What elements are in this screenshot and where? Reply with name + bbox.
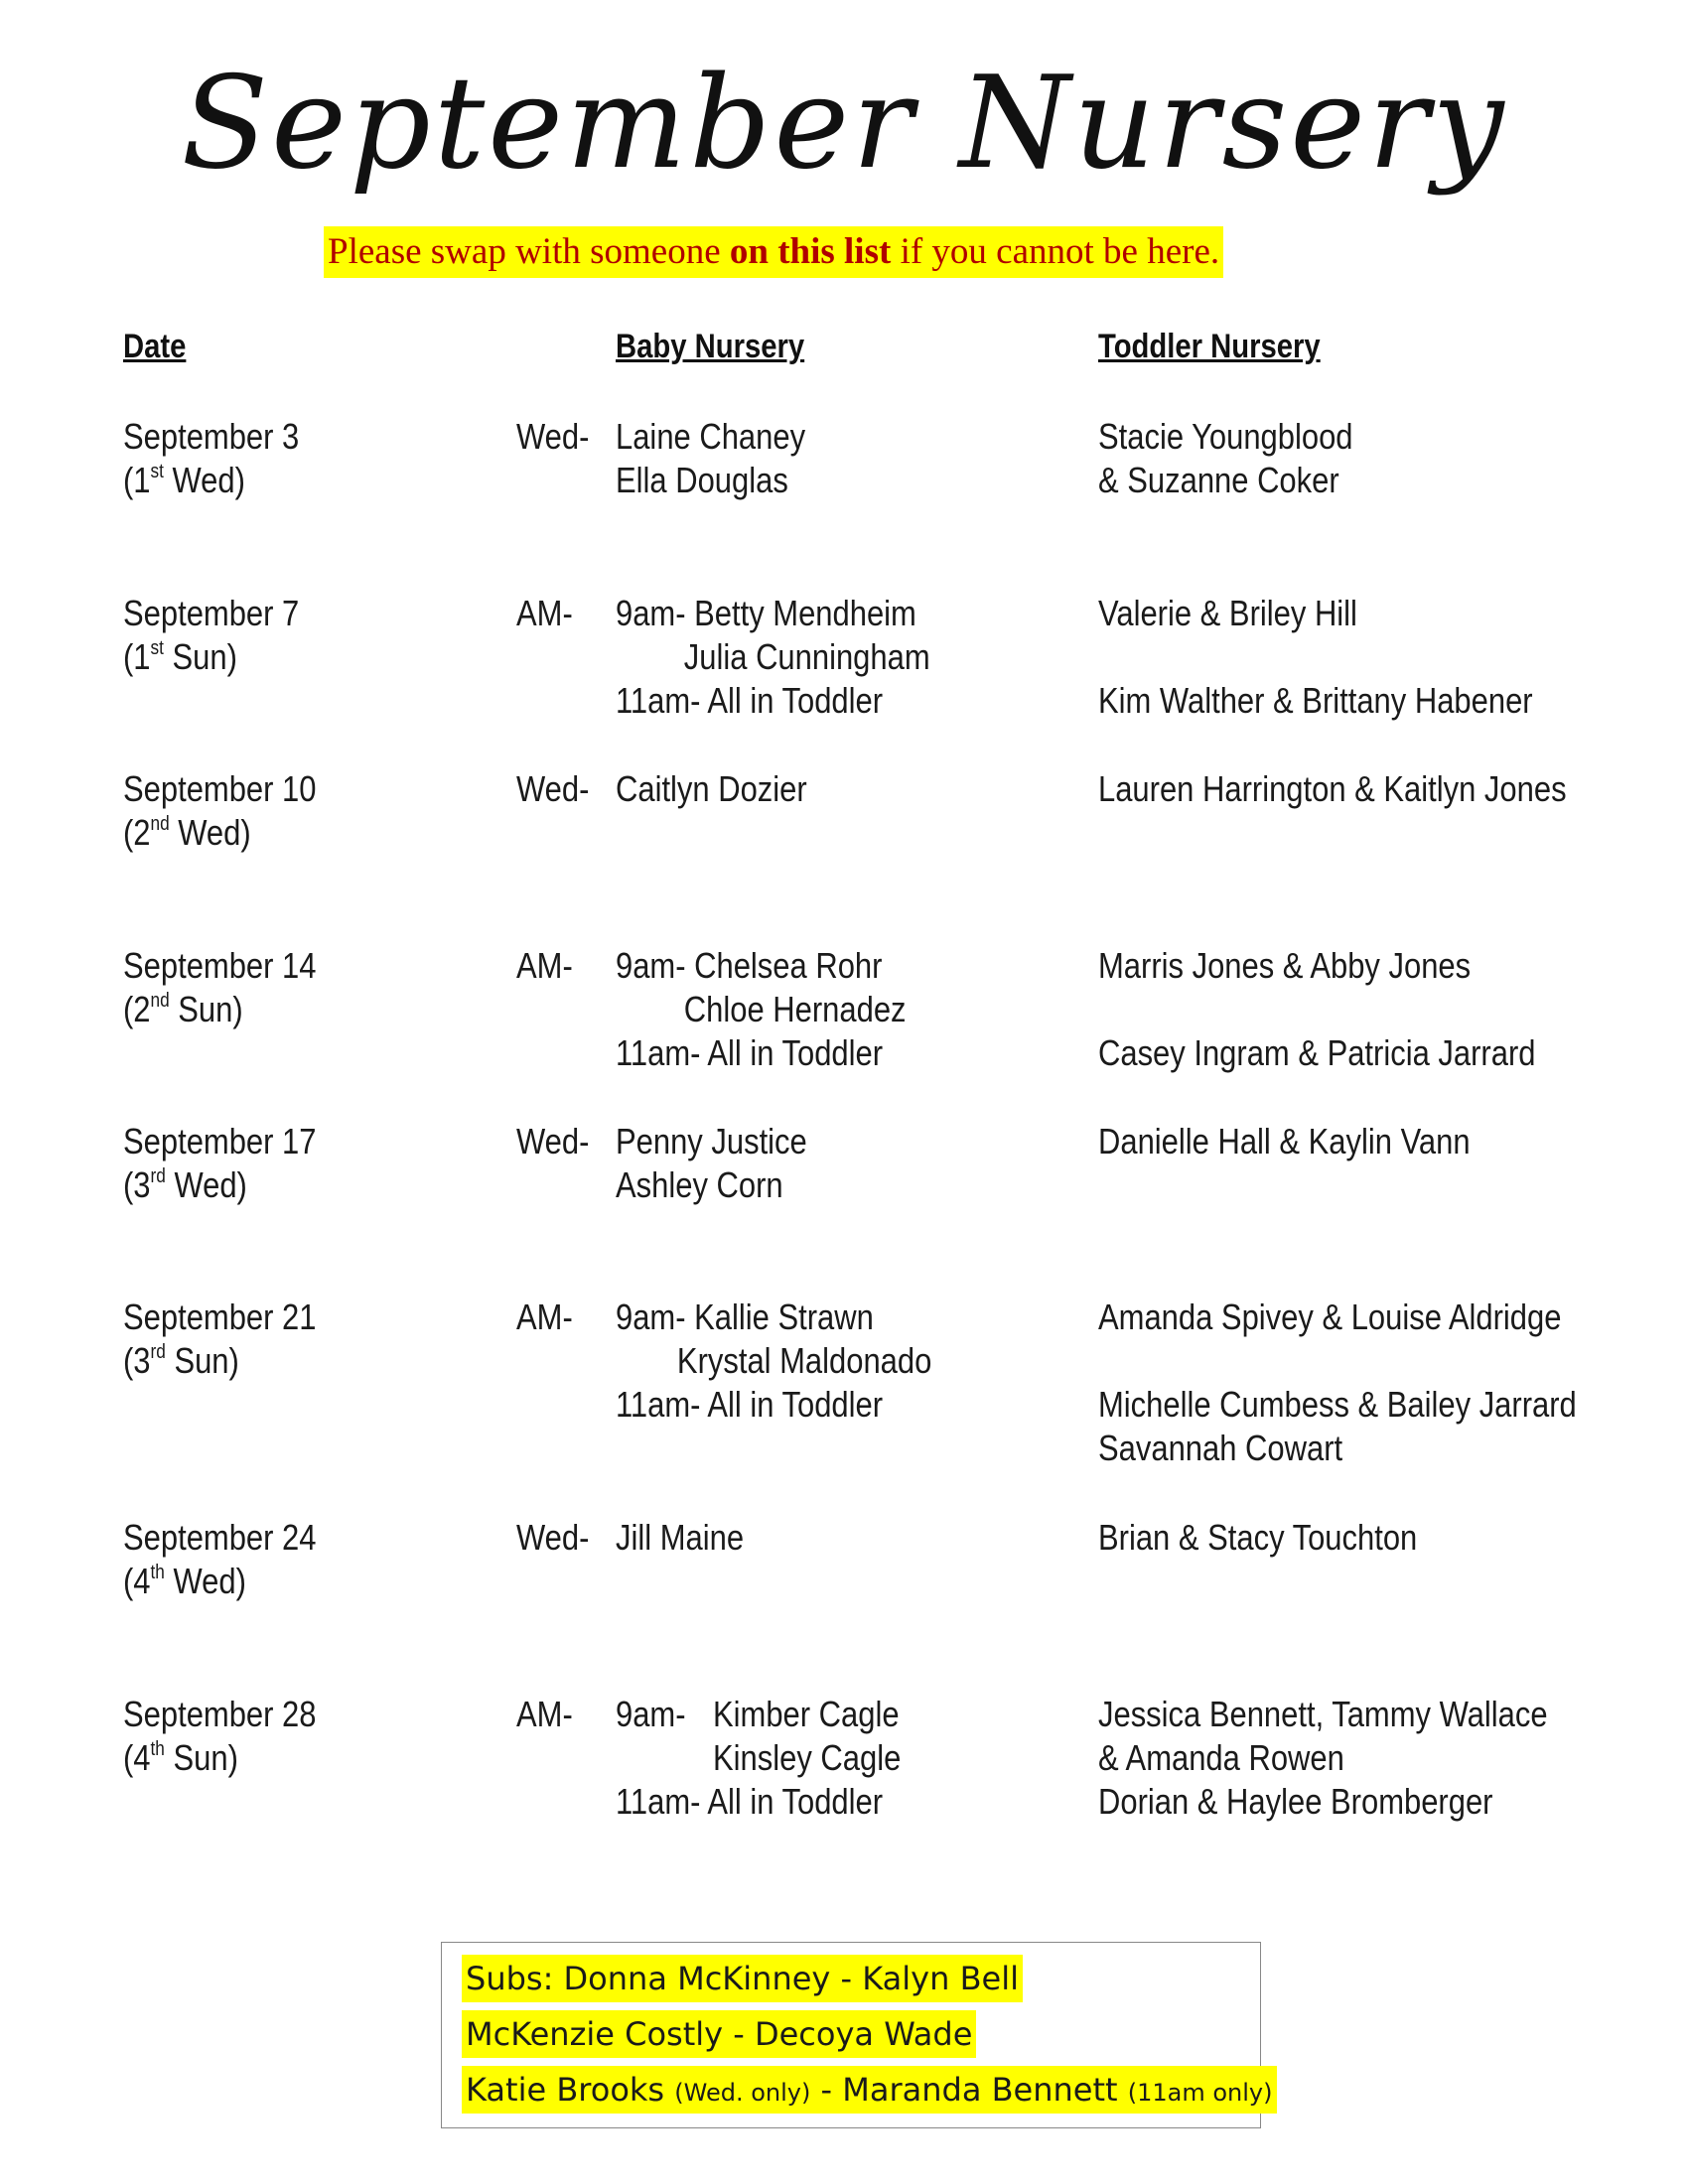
page-title: September Nursery: [181, 50, 1507, 198]
baby-nursery-note: 11am- All in Toddler: [616, 1781, 884, 1822]
toddler-nursery-volunteers: Brian & Stacy Touchton: [1098, 1517, 1418, 1558]
service-type: Wed-: [516, 1517, 590, 1558]
notice-emphasis: on this list: [729, 231, 892, 272]
service-type: Wed-: [516, 416, 590, 457]
schedule-date: September 14 (2nd Sun): [123, 945, 317, 1029]
service-type: AM-: [516, 945, 573, 986]
schedule-date: September 3 (1st Wed): [123, 416, 300, 500]
subs-line: McKenzie Costly - Decoya Wade: [462, 2010, 976, 2058]
service-type: AM-: [516, 593, 573, 633]
substitutes-box: [441, 1942, 1273, 2128]
baby-nursery-volunteers: 9am- Chelsea Rohr Chloe Hernadez 11am- All in Toddler: [616, 945, 907, 1073]
baby-nursery-volunteers: Caitlyn Dozier: [616, 768, 807, 809]
toddler-nursery-volunteers: Lauren Harrington & Kaitlyn Jones: [1098, 768, 1567, 809]
schedule-date: September 21 (3rd Sun): [123, 1297, 317, 1381]
baby-nursery-volunteers: Kimber Cagle Kinsley Cagle: [713, 1694, 902, 1778]
service-type: AM-: [516, 1694, 573, 1734]
schedule-date: September 17 (3rd Wed): [123, 1121, 317, 1205]
baby-nursery-volunteers: Jill Maine: [616, 1517, 745, 1558]
schedule-date: September 28 (4th Sun): [123, 1694, 317, 1778]
subs-line: Subs: Donna McKinney - Kalyn Bell: [462, 1955, 1023, 2002]
toddler-nursery-volunteers: Marris Jones & Abby Jones Casey Ingram & Patricia Jarrard: [1098, 945, 1536, 1073]
service-type: Wed-: [516, 768, 590, 809]
toddler-nursery-volunteers: Danielle Hall & Kaylin Vann: [1098, 1121, 1471, 1161]
toddler-nursery-volunteers: Valerie & Briley Hill Kim Walther & Brittany Habener: [1098, 593, 1533, 721]
schedule-date: September 24 (4th Wed): [123, 1517, 317, 1601]
toddler-nursery-column-header: Toddler Nursery: [1098, 328, 1321, 365]
schedule-date: September 7 (1st Sun): [123, 593, 300, 677]
swap-notice: [324, 226, 1223, 278]
baby-nursery-volunteers: Penny Justice Ashley Corn: [616, 1121, 807, 1205]
service-type: AM-: [516, 1297, 573, 1337]
baby-nursery-time: 9am-: [616, 1694, 686, 1734]
service-type: Wed-: [516, 1121, 590, 1161]
notice-text: Please swap with someone: [328, 231, 730, 272]
schedule-date: September 10 (2nd Wed): [123, 768, 317, 853]
date-column-header: Date: [123, 328, 187, 365]
baby-nursery-volunteers: 9am- Kallie Strawn Krystal Maldonado 11am- All in Toddler: [616, 1297, 932, 1425]
baby-nursery-volunteers: 9am- Betty Mendheim Julia Cunningham 11am- All in Toddler: [616, 593, 930, 721]
baby-nursery-volunteers: Laine Chaney Ella Douglas: [616, 416, 806, 500]
notice-text-end: if you cannot be here.: [891, 231, 1220, 272]
baby-nursery-column-header: Baby Nursery: [616, 328, 805, 365]
toddler-nursery-volunteers: Jessica Bennett, Tammy Wallace & Amanda Rowen Dorian & Haylee Bromberger: [1098, 1694, 1548, 1822]
subs-line: Katie Brooks (Wed. only) - Maranda Bennett (11am only): [462, 2066, 1277, 2114]
toddler-nursery-volunteers: Stacie Youngblood & Suzanne Coker: [1098, 416, 1353, 500]
toddler-nursery-volunteers: Amanda Spivey & Louise Aldridge Michelle Cumbess & Bailey Jarrard Savannah Cowart: [1098, 1297, 1577, 1468]
